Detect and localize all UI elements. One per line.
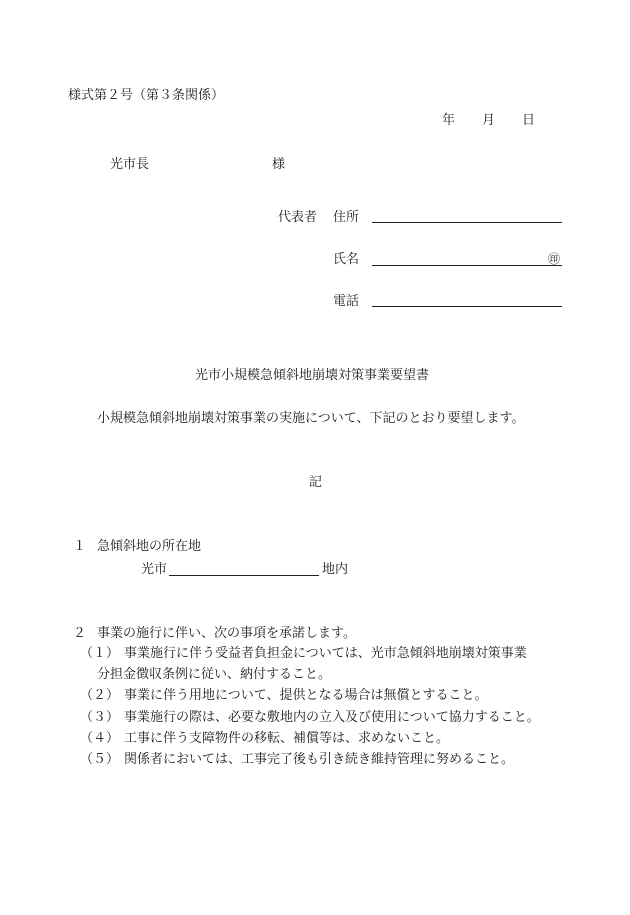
item-text: 関係者においては、工事完了後も引き続き維持管理に努めること。 [124,752,515,767]
item-text: 工事に伴う支障物件の移転、補償等は、求めないこと。 [124,731,450,746]
representative-label: 代表者 [278,210,318,225]
location-field[interactable] [169,575,319,576]
name-field[interactable] [372,265,562,266]
item-number: （４） [80,731,120,746]
phone-field[interactable] [372,306,562,307]
location-prefix: 光市 [141,562,168,577]
phone-label: 電話 [333,294,360,309]
name-label: 氏名 [333,252,360,267]
document-title: 光市小規模急傾斜地崩壊対策事業要望書 [195,368,430,383]
section-2-number: ２ [73,626,87,641]
location-suffix: 地内 [322,562,349,577]
item-number: （２） [80,688,120,703]
addressee-honorific: 様 [272,157,286,172]
item-number: （１） [80,646,120,661]
item-text: 事業施行の際は、必要な敷地内の立入及び使用について協力すること。 [124,710,540,725]
date-day: 日 [522,113,536,128]
item-text-continued: 分担金徴収条例に従い、納付すること。 [97,667,332,682]
date-year: 年 [442,113,456,128]
section-2-heading: 事業の施行に伴い、次の事項を承諾します。 [97,626,356,641]
seal-mark: ㊞ [548,252,561,266]
ki-heading: 記 [309,475,323,490]
date-month: 月 [482,113,496,128]
section-1-number: １ [73,539,87,554]
intro-text: 小規模急傾斜地崩壊対策事業の実施について、下記のとおり要望します。 [97,411,525,426]
address-field[interactable] [372,222,562,223]
item-number: （５） [80,752,120,767]
address-label: 住所 [333,210,360,225]
item-number: （３） [80,710,120,725]
item-text: 事業に伴う用地について、提供となる場合は無償とすること。 [124,688,488,703]
addressee-name: 光市長 [110,157,150,172]
item-text: 事業施行に伴う受益者負担金については、光市急傾斜地崩壊対策事業 [124,646,527,661]
section-1-heading: 急傾斜地の所在地 [97,539,202,554]
form-number: 様式第２号（第３条関係） [68,88,225,103]
